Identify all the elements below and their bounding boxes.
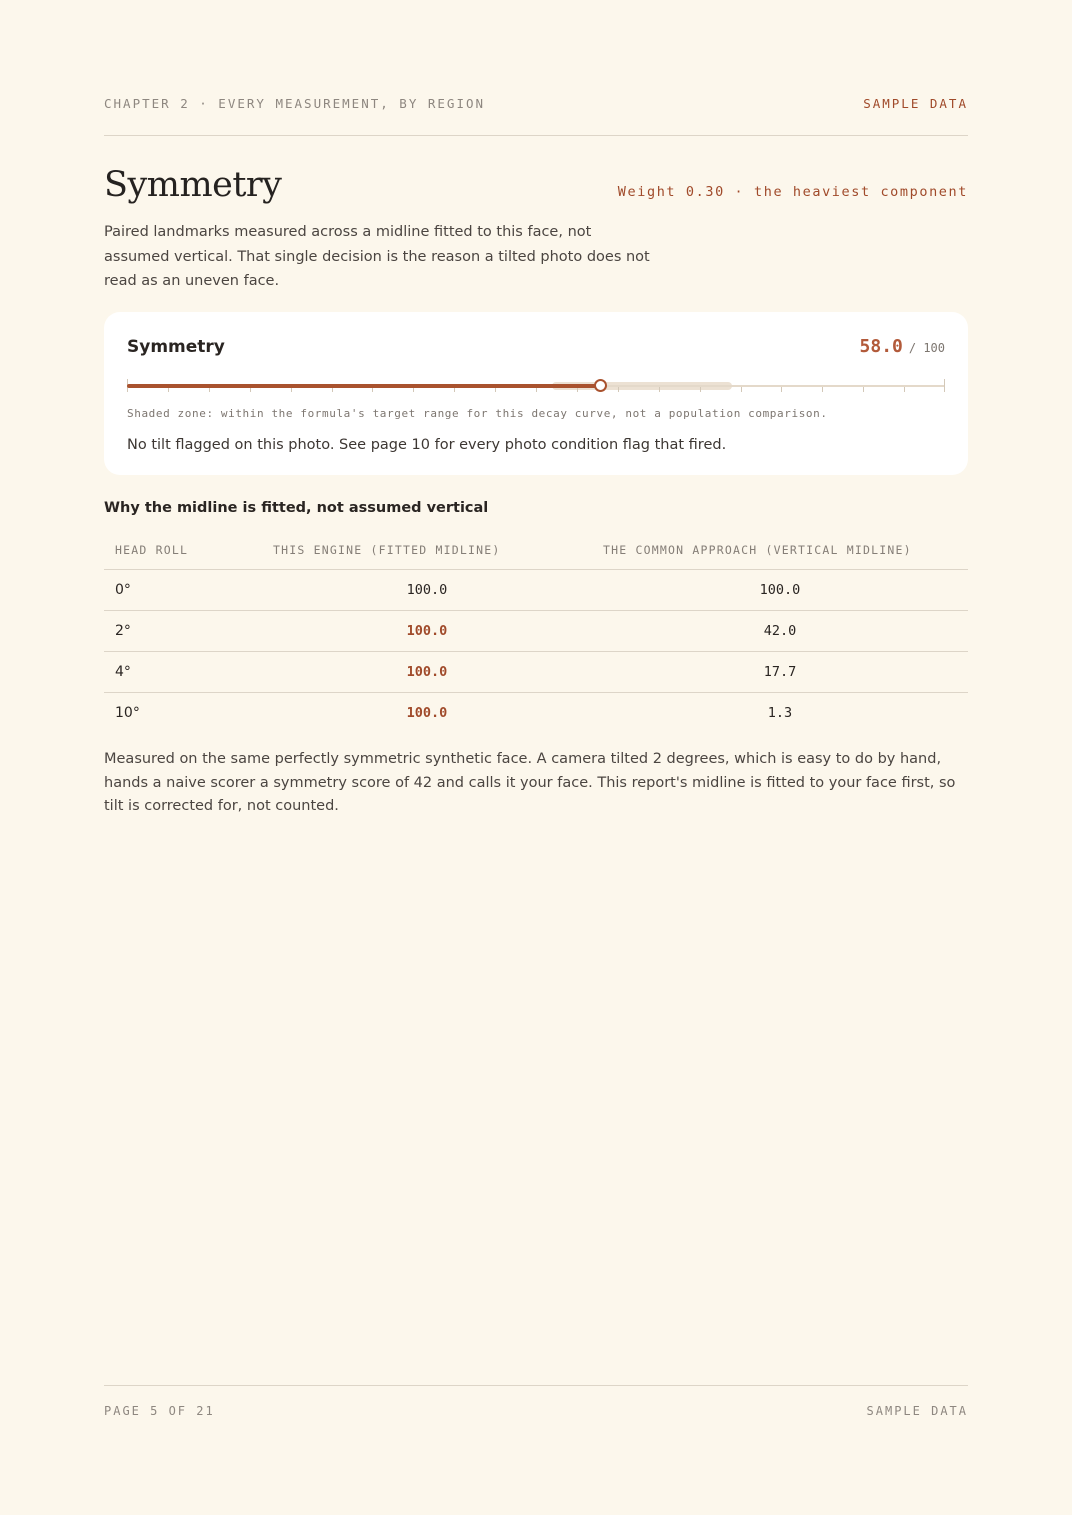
gauge-tick (822, 387, 823, 392)
footnote: Measured on the same perfectly symmetric synthetic face. A camera tilted 2 degrees, which is easy to do by hand, hands a naive scorer a symmetry score of 42 and calls it your face. This report's midline is fitted to your face first, so tilt is corrected for, not counted. (104, 751, 956, 814)
table-row (104, 570, 968, 611)
head-roll-cell: 4° (104, 652, 262, 693)
header-divider (104, 135, 968, 136)
gauge-tick (618, 387, 619, 392)
table-row (104, 693, 968, 734)
column-header-fitted: THIS ENGINE (FITTED MIDLINE) (262, 530, 592, 570)
column-header-head-roll: HEAD ROLL (104, 530, 262, 570)
score-card-title: Symmetry (127, 337, 225, 357)
fitted-score-cell: 100.0 (406, 705, 448, 721)
fitted-score-cell: 100.0 (262, 652, 592, 693)
comparison-title: Why the midline is fitted, not assumed vertical (104, 500, 489, 516)
section-heading (104, 165, 968, 205)
weight-note: Weight 0.30 · the heaviest component (617, 184, 968, 200)
fitted-score-cell: 100.0 (262, 611, 592, 652)
flag-note: No tilt flagged on this photo. See page 10 for every photo condition flag that fired. (127, 437, 727, 453)
score-readout (860, 336, 945, 357)
footer-tag: SAMPLE DATA (866, 1404, 968, 1418)
gauge-fill (127, 384, 601, 388)
vertical-score-cell: 42.0 (592, 611, 968, 652)
comparison-table (104, 530, 968, 733)
gauge-tick (700, 387, 701, 392)
gauge-tick (741, 387, 742, 392)
fitted-score-cell: 100.0 (262, 570, 592, 611)
section-intro: Paired landmarks measured across a midline fitted to this face, not assumed vertical. That single decision is the reason a tilted photo does not read as an uneven face. (104, 224, 650, 289)
gauge-marker (594, 379, 607, 392)
page-footer (104, 1404, 968, 1418)
table-row (104, 652, 968, 693)
score-card-header (127, 336, 945, 357)
score-value: 58.0 (859, 336, 903, 357)
footer-divider (104, 1385, 968, 1386)
table-header-row (104, 530, 968, 570)
page-header (104, 96, 968, 111)
head-roll-cell: 0° (104, 570, 262, 611)
score-max: / 100 (908, 341, 945, 355)
vertical-score-cell: 17.7 (592, 652, 968, 693)
zone-note: Shaded zone: within the formula's target range for this decay curve, not a population comparison. (127, 407, 828, 420)
head-roll-cell: 2° (104, 611, 262, 652)
sample-data-tag: SAMPLE DATA (863, 96, 968, 111)
score-gauge (127, 378, 945, 398)
gauge-tick (944, 379, 945, 392)
page-number: PAGE 5 OF 21 (104, 1404, 215, 1418)
section-title: Symmetry (104, 165, 282, 205)
table-body (104, 570, 968, 734)
gauge-tick (904, 387, 905, 392)
table-row (104, 611, 968, 652)
score-card (104, 312, 968, 475)
chapter-label: CHAPTER 2 · EVERY MEASUREMENT, BY REGION (104, 96, 486, 111)
column-header-vertical: THE COMMON APPROACH (VERTICAL MIDLINE) (592, 530, 968, 570)
gauge-tick (781, 387, 782, 392)
vertical-score-cell: 1.3 (767, 705, 793, 721)
gauge-tick (659, 387, 660, 392)
head-roll-cell: 10° (115, 705, 140, 721)
vertical-score-cell: 100.0 (592, 570, 968, 611)
gauge-tick (863, 387, 864, 392)
